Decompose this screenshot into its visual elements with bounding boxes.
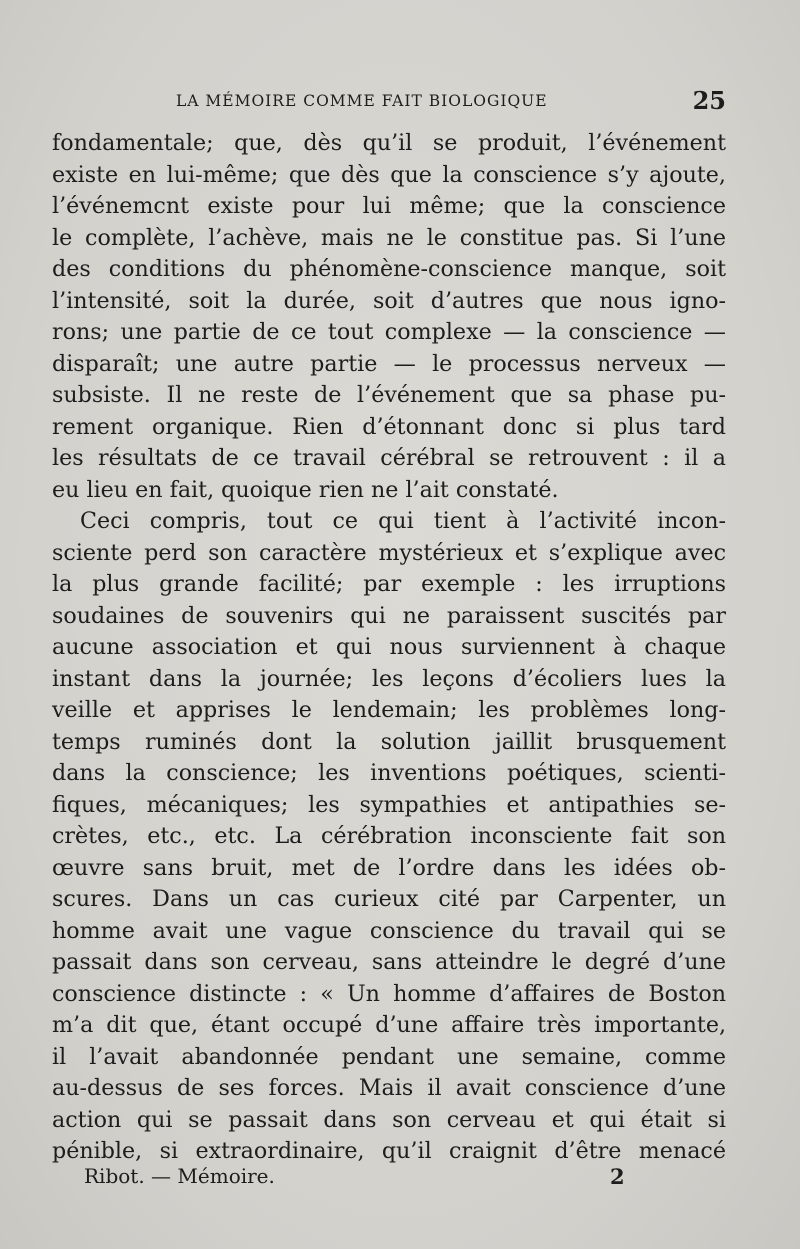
text-line: rons; une partie de ce tout complexe — la conscience — <box>52 319 726 345</box>
text-line: sciente perd son caractère mystérieux et s’explique avec <box>52 539 726 566</box>
text-line: passait dans son cerveau, sans atteindre le degré d’une <box>52 949 726 975</box>
text-line: veille et apprises le lendemain; les problèmes long- <box>52 697 726 723</box>
text-line: instant dans la journée; les leçons d’écoliers lues la <box>52 665 726 692</box>
text-line: l’intensité, soit la durée, soit d’autres que nous igno- <box>52 287 726 314</box>
text-line: aucune association et qui nous surviennent à chaque <box>52 634 726 660</box>
text-line: fondamentale; que, dès qu’il se produit, l’événement <box>52 130 726 156</box>
text-line: dans la conscience; les inventions poétiques, scienti- <box>52 760 726 786</box>
printer-signature: Ribot. — Mémoire. <box>84 1164 275 1188</box>
text-line: le complète, l’achève, mais ne le constitue pas. Si l’une <box>52 224 726 251</box>
text-line: subsiste. Il ne reste de l’événement que sa phase pu- <box>52 382 726 408</box>
text-line: fiques, mécaniques; les sympathies et antipathies se- <box>52 791 726 818</box>
text-line: m’a dit que, étant occupé d’une affaire très importante, <box>52 1012 726 1038</box>
text-line: homme avait une vague conscience du travail qui se <box>52 917 726 944</box>
text-line: l’événemcnt existe pour lui même; que la conscience <box>52 193 726 219</box>
text-line: eu lieu en fait, quoique rien ne l’ait constaté. <box>52 476 559 503</box>
text-line: conscience distincte : « Un homme d’affaires de Boston <box>52 980 726 1007</box>
text-line: œuvre sans bruit, met de l’ordre dans les idées ob- <box>52 854 726 881</box>
text-line: disparaît; une autre partie — le processus nerveux — <box>52 350 726 377</box>
page-number: 25 <box>692 86 726 115</box>
text-line: des conditions du phénomène-conscience manque, soit <box>52 256 726 282</box>
text-line: soudaines de souvenirs qui ne paraissent suscités par <box>52 602 726 629</box>
text-line: scures. Dans un cas curieux cité par Carpenter, un <box>52 886 726 912</box>
text-line: les résultats de ce travail cérébral se retrouvent : il a <box>52 445 726 471</box>
text-line: il l’avait abandonnée pendant une semaine, comme <box>52 1043 726 1070</box>
text-line: existe en lui-même; que dès que la conscience s’y ajoute, <box>52 161 726 188</box>
text-line: la plus grande facilité; par exemple : les irruptions <box>52 571 726 597</box>
page-footer <box>84 1164 644 1198</box>
signature-number: 2 <box>610 1164 625 1189</box>
paragraph <box>52 128 726 506</box>
text-line: crètes, etc., etc. La cérébration inconsciente fait son <box>52 823 726 849</box>
running-title: LA MÉMOIRE COMME FAIT BIOLOGIQUE <box>176 92 548 110</box>
text-line: action qui se passait dans son cerveau et qui était si <box>52 1106 726 1133</box>
paragraph <box>52 506 726 1168</box>
text-line: au-dessus de ses forces. Mais il avait conscience d’une <box>52 1075 726 1101</box>
body-text <box>52 128 726 1168</box>
text-line: pénible, si extraordinaire, qu’il craignit d’être menacé <box>52 1138 726 1164</box>
running-head <box>52 88 726 118</box>
text-line: Ceci compris, tout ce qui tient à l’activité incon- <box>80 508 726 534</box>
text-line: rement organique. Rien d’étonnant donc si plus tard <box>52 413 726 440</box>
text-line: temps ruminés dont la solution jaillit brusquement <box>52 728 726 755</box>
